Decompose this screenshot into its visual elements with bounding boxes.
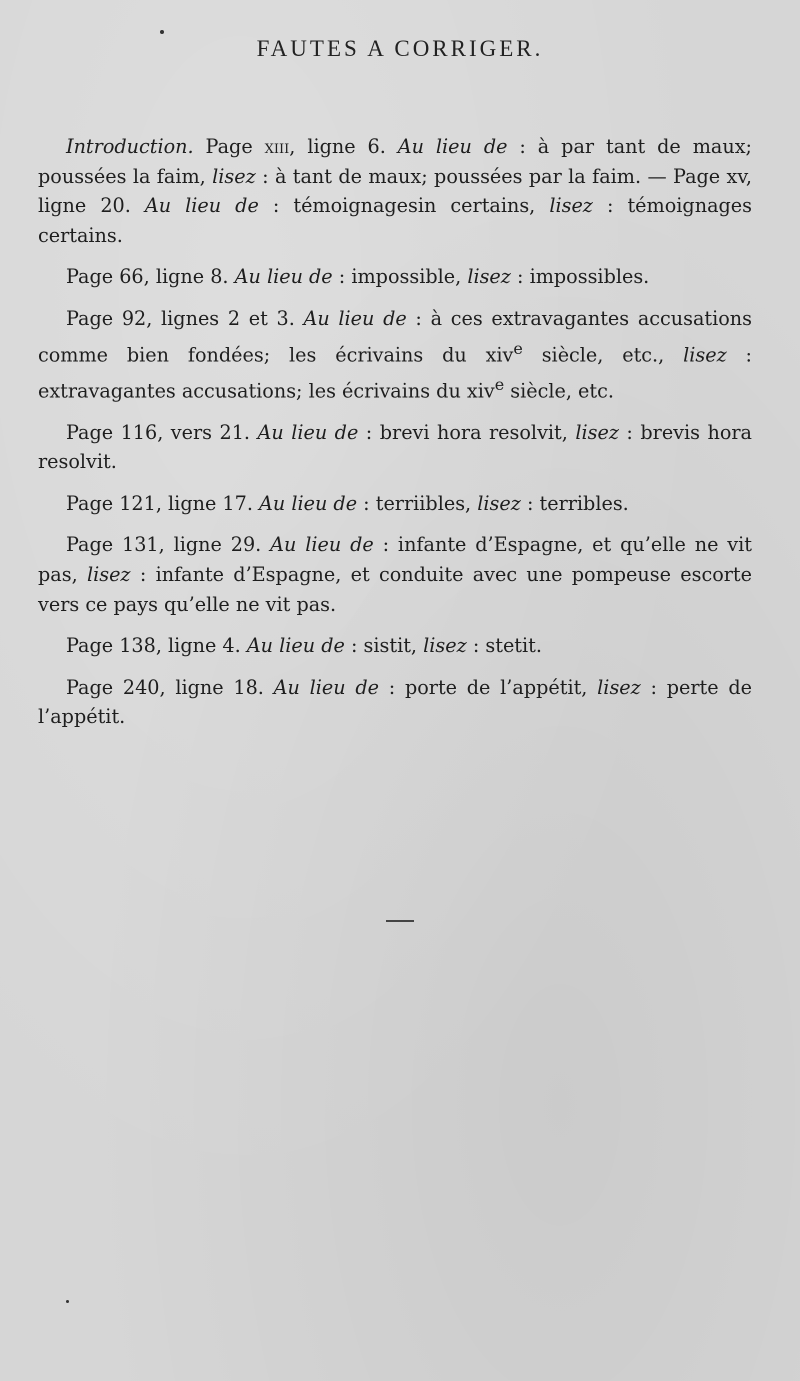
instead-of-label: Au lieu de — [257, 420, 359, 444]
correct-text: siècle, etc. — [504, 378, 614, 402]
page-title: FAUTES A CORRIGER. — [256, 36, 544, 61]
page-reference: Page 92, lignes 2 et 3. — [66, 306, 304, 330]
page-reference: Page 240, ligne 18. — [66, 675, 274, 699]
errata-entry — [38, 304, 752, 406]
correct-text: : brevis hora resolvit. — [38, 420, 752, 474]
page-reference: Page 138, ligne 4. — [66, 634, 247, 658]
correct-text: : à tant de maux; poussées par la faim. — Page xv, ligne 20. — [38, 164, 753, 218]
instead-of-label: Au lieu de — [270, 533, 374, 557]
errata-entry — [38, 673, 752, 732]
correct-text: : stetit. — [466, 634, 542, 658]
superscript: e — [513, 338, 523, 358]
wrong-text: : à ces extravagantes accusations comme bien fondées; les écrivains du xiv — [38, 306, 752, 366]
page-reference: Page 131, ligne 29. — [66, 533, 271, 557]
read-label: lisez — [86, 562, 131, 586]
read-label: lisez — [477, 491, 521, 515]
correct-text: : impossibles. — [510, 265, 650, 289]
read-label: lisez — [683, 342, 727, 366]
wrong-text: : sistit, — [344, 634, 424, 658]
wrong-text: : porte de l’appétit, — [378, 675, 598, 699]
wrong-text: : témoignagesin certains, — [258, 194, 550, 218]
print-speck — [66, 1300, 69, 1303]
print-speck — [160, 30, 164, 34]
page-reference: Page 116, vers 21. — [66, 420, 258, 444]
show-through-texture — [30, 760, 790, 804]
read-label: lisez — [467, 265, 511, 289]
correct-text: : infante d’Espagne, et conduite avec une pompeuse escorte vers ce pays qu’elle ne vit pas. — [38, 562, 752, 616]
instead-of-label: Au lieu de — [246, 634, 345, 658]
errata-entry — [38, 132, 752, 250]
instead-of-label: Au lieu de — [144, 194, 259, 218]
wrong-text: : impossible, — [332, 265, 468, 289]
errata-entry — [38, 418, 752, 477]
errata-entry — [38, 530, 752, 619]
errata-entry — [38, 262, 752, 292]
wrong-text: siècle, etc., — [522, 342, 684, 366]
separator-rule — [386, 920, 414, 922]
instead-of-label: Au lieu de — [397, 135, 508, 158]
correct-text: : extravagantes accusations; les écrivains du xiv — [38, 342, 752, 402]
read-label: lisez — [575, 420, 619, 444]
wrong-text: : brevi hora resolvit, — [358, 420, 576, 444]
instead-of-label: Au lieu de — [259, 491, 358, 515]
page-reference: Page 121, ligne 17. — [66, 491, 260, 515]
page-reference: Page 66, ligne 8. — [66, 265, 235, 289]
wrong-text: : infante d’Espagne, et qu’elle ne vit pas, — [38, 533, 752, 586]
correct-text: : terribles. — [520, 491, 629, 515]
superscript: e — [494, 374, 505, 394]
correct-text: : perte de l’appétit. — [38, 675, 752, 729]
errata-list — [38, 132, 752, 744]
entry-text: , ligne 6. — [289, 135, 398, 158]
wrong-text: : terriibles, — [357, 491, 478, 515]
errata-entry — [38, 631, 752, 661]
read-label: lisez — [549, 194, 593, 218]
errata-entry — [38, 489, 752, 519]
instead-of-label: Au lieu de — [234, 265, 333, 289]
read-label: lisez — [597, 675, 641, 699]
wrong-text: : à par tant de maux; poussées la faim, — [38, 135, 752, 188]
read-label: lisez — [423, 634, 467, 658]
correct-text: : témoignages certains. — [38, 194, 752, 247]
read-label: lisez — [212, 164, 256, 188]
instead-of-label: Au lieu de — [303, 306, 407, 330]
entry-text: Page — [193, 135, 265, 158]
instead-of-label: Au lieu de — [273, 675, 379, 699]
roman-numeral: xiii — [264, 135, 290, 158]
section-label: Introduction. — [66, 135, 194, 158]
